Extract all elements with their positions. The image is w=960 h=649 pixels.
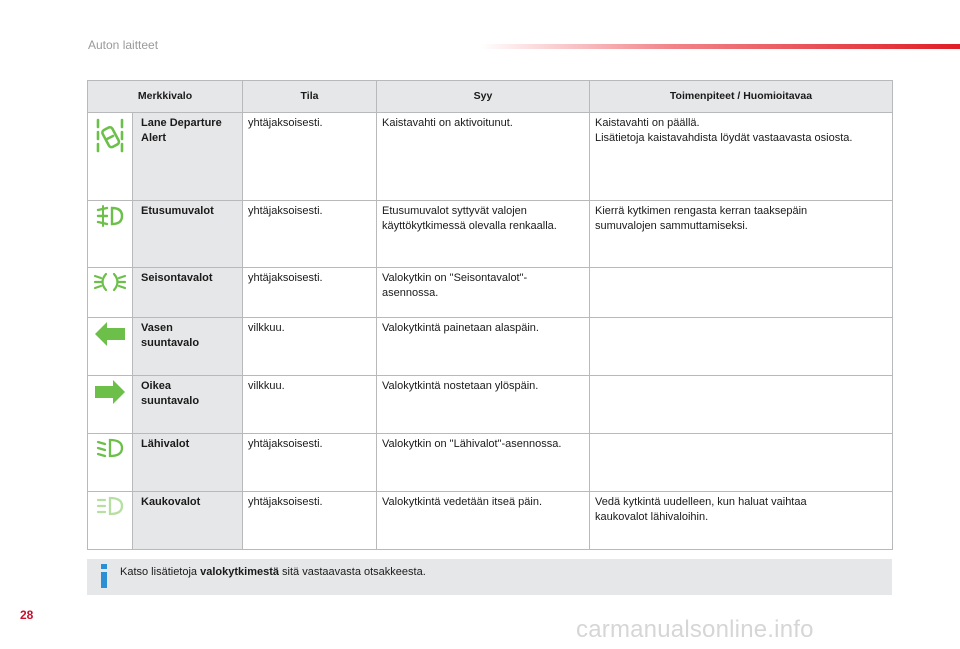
- table-row: [88, 376, 893, 434]
- lamp-state: vilkkuu.: [243, 318, 377, 376]
- warning-lamps-table: [87, 80, 893, 550]
- lamp-action: Vedä kytkintä uudelleen, kun haluat vaihtaa kaukovalot lähivaloihin.: [590, 492, 893, 550]
- lamp-state: yhtäjaksoisesti.: [243, 113, 377, 201]
- lamp-name: Vasen suuntavalo: [133, 318, 243, 376]
- header-accent-line: [480, 44, 960, 49]
- lamp-name: Oikea suuntavalo: [133, 376, 243, 434]
- lamp-cause: Valokytkintä vedetään itseä päin.: [377, 492, 590, 550]
- lamp-cause: Valokytkin on "Lähivalot"-asennossa.: [377, 434, 590, 492]
- lamp-cause: Kaistavahti on aktivoitunut.: [377, 113, 590, 201]
- table-row: [88, 268, 893, 318]
- lamp-action: [590, 376, 893, 434]
- sidelamps-icon: [92, 270, 128, 299]
- table-row: [88, 113, 893, 201]
- lamp-state: yhtäjaksoisesti.: [243, 434, 377, 492]
- lamp-cause: Valokytkintä nostetaan ylöspäin.: [377, 376, 590, 434]
- watermark: carmanualsonline.info: [576, 616, 814, 643]
- front-fog-lamp-icon: [93, 203, 127, 234]
- lamp-name: Kaukovalot: [133, 492, 243, 550]
- info-icon: [98, 564, 110, 593]
- lane-departure-icon: [93, 115, 127, 164]
- right-arrow-icon: [93, 378, 127, 411]
- info-note: [87, 559, 892, 595]
- column-header-syy: Syy: [377, 81, 590, 113]
- table-row: [88, 318, 893, 376]
- lamp-state: yhtäjaksoisesti.: [243, 492, 377, 550]
- info-text-link-term: valokytkimestä: [200, 566, 279, 578]
- lamp-state: yhtäjaksoisesti.: [243, 268, 377, 318]
- main-beam-icon: [93, 494, 127, 523]
- lamp-name: Lähivalot: [133, 434, 243, 492]
- column-header-toimenpiteet: Toimenpiteet / Huomioitavaa: [590, 81, 893, 113]
- info-text-prefix: Katso lisätietoja: [120, 566, 201, 578]
- lamp-name: Lane Departure Alert: [133, 113, 243, 201]
- left-arrow-icon: [93, 320, 127, 353]
- lamp-name: Etusumuvalot: [133, 201, 243, 268]
- info-text: [120, 566, 426, 578]
- lamp-action: Kierrä kytkimen rengasta kerran taaksepäin sumuvalojen sammuttamiseksi.: [590, 201, 893, 268]
- page-number: 28: [20, 608, 34, 622]
- lamp-cause: Etusumuvalot syttyvät valojen käyttökytkimessä olevalla renkaalla.: [377, 201, 590, 268]
- lamp-name: Seisontavalot: [133, 268, 243, 318]
- table-row: [88, 201, 893, 268]
- lamp-action: [590, 268, 893, 318]
- column-header-merkkivalo: Merkkivalo: [88, 81, 243, 113]
- lamp-state: vilkkuu.: [243, 376, 377, 434]
- dipped-beam-icon: [93, 436, 127, 465]
- section-title: Auton laitteet: [88, 38, 159, 52]
- table-row: [88, 492, 893, 550]
- column-header-tila: Tila: [243, 81, 377, 113]
- table-row: [88, 434, 893, 492]
- lamp-state: yhtäjaksoisesti.: [243, 201, 377, 268]
- lamp-action: Kaistavahti on päällä. Lisätietoja kaistavahdista löydät vastaavasta osiosta.: [590, 113, 893, 201]
- lamp-action: [590, 434, 893, 492]
- lamp-cause: Valokytkintä painetaan alaspäin.: [377, 318, 590, 376]
- lamp-cause: Valokytkin on "Seisontavalot"- asennossa.: [377, 268, 590, 318]
- info-text-suffix: sitä vastaavasta otsakkeesta.: [279, 566, 426, 578]
- table-header-row: [88, 81, 893, 113]
- lamp-action: [590, 318, 893, 376]
